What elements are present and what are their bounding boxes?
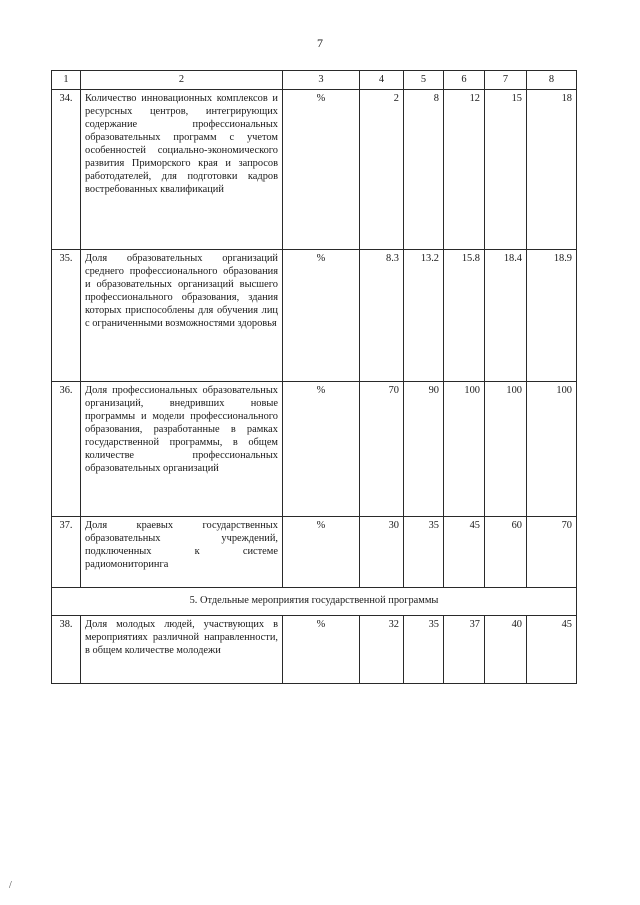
unit-cell: % — [283, 90, 360, 250]
value-cell: 70 — [527, 517, 577, 588]
indicator-description: Доля профессиональных образовательных организаций, внедривших новые программы и модели профессионального образования, разработанные в рамках государственной программы, в общем количестве профессиональных образовательных организаций — [81, 382, 283, 517]
header-cell: 6 — [444, 71, 485, 90]
section-title: 5. Отдельные мероприятия государственной программы — [52, 588, 577, 616]
indicator-description: Доля образовательных организаций среднего профессионального образования и образовательных организаций высшего профессионального образования, здания которых приспособлены для обучения лиц с ограниченными возможностями здоровья — [81, 250, 283, 382]
indicator-description: Количество инновационных комплексов и ресурсных центров, интегрирующих содержание профессиональных образовательных программ с учетом особенностей социально-экономического развития Приморского края и запросов работодателей, для подготовки кадров востребованных квалификаций — [81, 90, 283, 250]
value-cell: 45 — [527, 616, 577, 684]
table-row — [52, 382, 577, 517]
row-number: 35. — [52, 250, 81, 382]
header-cell: 7 — [485, 71, 527, 90]
value-cell: 37 — [444, 616, 485, 684]
indicator-description: Доля молодых людей, участвующих в мероприятиях различной направленности, в общем количестве молодежи — [81, 616, 283, 684]
row-number: 36. — [52, 382, 81, 517]
value-cell: 60 — [485, 517, 527, 588]
row-number: 38. — [52, 616, 81, 684]
value-cell: 18 — [527, 90, 577, 250]
indicator-description: Доля краевых государственных образовательных учреждений, подключенных к системе радиомониторинга — [81, 517, 283, 588]
value-cell: 8.3 — [360, 250, 404, 382]
value-cell: 15 — [485, 90, 527, 250]
table-row — [52, 250, 577, 382]
value-cell: 100 — [485, 382, 527, 517]
value-cell: 30 — [360, 517, 404, 588]
header-cell: 3 — [283, 71, 360, 90]
value-cell: 100 — [444, 382, 485, 517]
unit-cell: % — [283, 517, 360, 588]
table-header-row — [52, 71, 577, 90]
unit-cell: % — [283, 382, 360, 517]
margin-mark: / — [9, 880, 12, 891]
value-cell: 2 — [360, 90, 404, 250]
value-cell: 13.2 — [404, 250, 444, 382]
header-cell: 1 — [52, 71, 81, 90]
value-cell: 18.4 — [485, 250, 527, 382]
header-cell: 5 — [404, 71, 444, 90]
value-cell: 45 — [444, 517, 485, 588]
unit-cell: % — [283, 616, 360, 684]
value-cell: 90 — [404, 382, 444, 517]
row-number: 34. — [52, 90, 81, 250]
value-cell: 100 — [527, 382, 577, 517]
value-cell: 32 — [360, 616, 404, 684]
value-cell: 40 — [485, 616, 527, 684]
page-number: 7 — [317, 36, 323, 50]
section-row — [52, 588, 577, 616]
unit-cell: % — [283, 250, 360, 382]
table-row — [52, 90, 577, 250]
value-cell: 70 — [360, 382, 404, 517]
value-cell: 8 — [404, 90, 444, 250]
value-cell: 35 — [404, 616, 444, 684]
row-number: 37. — [52, 517, 81, 588]
value-cell: 18.9 — [527, 250, 577, 382]
header-cell: 4 — [360, 71, 404, 90]
value-cell: 12 — [444, 90, 485, 250]
table-row — [52, 616, 577, 684]
value-cell: 15.8 — [444, 250, 485, 382]
value-cell: 35 — [404, 517, 444, 588]
header-cell: 8 — [527, 71, 577, 90]
header-cell: 2 — [81, 71, 283, 90]
indicators-table — [51, 70, 577, 684]
table-row — [52, 517, 577, 588]
